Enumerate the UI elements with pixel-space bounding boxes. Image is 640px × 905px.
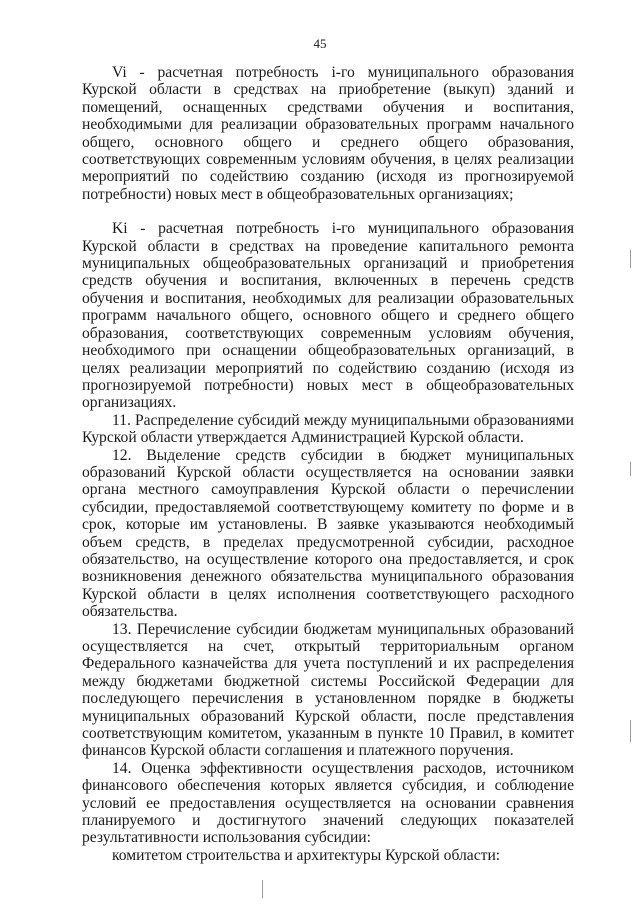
scan-edge-mark — [262, 880, 263, 898]
paragraph-item-11: 11. Распределение субсидий между муниципальными образованиями Курской области утверждается Администрацией Курской области. — [82, 411, 574, 447]
paragraph-item-13: 13. Перечисление субсидии бюджетам муниципальных образований осуществляется на счет, открытый территориальным органом Федерального казначейства для учета поступлений и их распределения между бюджетами бюджетной системы Российской Федерации для последующего перечисления в установленном порядке в бюджеты муниципальных образований Курской области, после представления соответствующим комитетом, указанным в пункте 10 Правил, в комитет финансов Курской области соглашения и платежного поручения. — [82, 620, 574, 760]
scan-edge-mark — [630, 720, 631, 742]
scan-edge-mark — [630, 250, 631, 268]
paragraph-committee-construction: комитетом строительства и архитектуры Курской области: — [112, 846, 501, 864]
page-number: 45 — [313, 36, 327, 51]
scan-edge-mark — [630, 462, 631, 476]
paragraph-item-14: 14. Оценка эффективности осуществления расходов, источником финансового обеспечения которых является субсидия, и соблюдение условий ее предоставления осуществляется на основании сравнения планируемого и достигнутого значений следующих показателей результативности использования субсидии: — [82, 759, 574, 847]
paragraph-item-12: 12. Выделение средств субсидии в бюджет муниципальных образований Курской области осуществляется на основании заявки органа местного самоуправления Курской области о перечислении субсидии, предоставляемой соответствующему комитету по форме и в срок, которые им установлены. В заявке указываются необходимый объем средств, в пределах предусмотренной субсидии, расходное обязательство, на осуществление которого она предоставляется, и срок возникновения денежного обязательства муниципального образования Курской области в целях исполнения соответствующего расходного обязательства. — [82, 446, 574, 621]
paragraph-vi-definition: Vi - расчетная потребность i-го муниципального образования Курской области в средствах на приобретение (выкуп) зданий и помещений, оснащенных средствами обучения и воспитания, необходимыми для реализации образовательных программ начального общего, основного общего и среднего общего образования, соответствующих современным условиям обучения, в целях реализации мероприятий по содействию созданию (исходя из прогнозируемой потребности) новых мест в общеобразовательных организациях; — [82, 64, 574, 203]
paragraph-ki-definition: Ki - расчетная потребность i-го муниципального образования Курской области в средствах на проведение капитального ремонта муниципальных общеобразовательных организаций и приобретения средств обучения и воспитания, включенных в перечень средств обучения и воспитания, необходимых для реализации образовательных программ начального общего, основного общего и среднего общего образования, соответствующих современным условиям обучения, необходимого при оснащении общеобразовательных организаций, в целях реализации мероприятий по содействию созданию (исходя из прогнозируемой потребности) новых мест в общеобразовательных организациях. — [82, 220, 574, 412]
document-body — [82, 64, 574, 864]
